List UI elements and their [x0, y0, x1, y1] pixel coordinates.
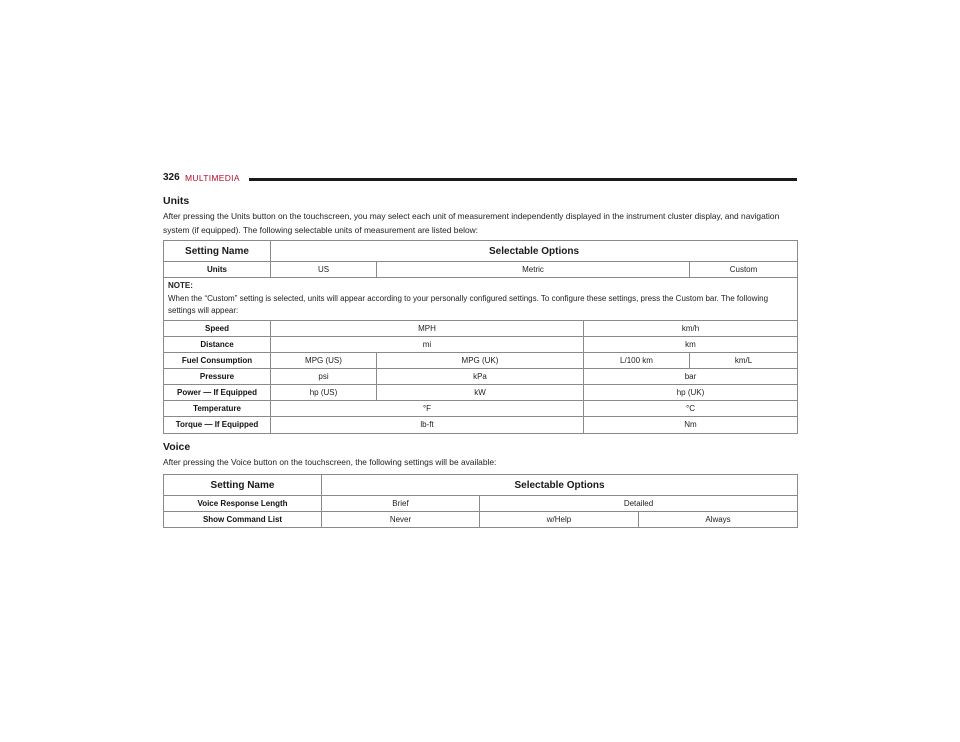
header-rule — [249, 178, 797, 181]
option-cell: km/h — [584, 320, 798, 336]
table-row — [164, 368, 798, 384]
voice-table — [163, 474, 798, 528]
option-cell: Brief — [322, 496, 480, 512]
row-label: Speed — [164, 320, 271, 336]
page-header — [163, 172, 797, 184]
option-cell: Custom — [690, 262, 798, 278]
row-label: Temperature — [164, 400, 271, 416]
note-row — [164, 278, 798, 321]
note-title: NOTE: — [168, 281, 193, 290]
row-label: Voice Response Length — [164, 496, 322, 512]
table-row — [164, 512, 798, 528]
option-cell: °F — [271, 400, 584, 416]
option-cell: Nm — [584, 416, 798, 433]
option-cell: kPa — [377, 368, 584, 384]
section-title: MULTIMEDIA — [185, 173, 240, 183]
row-label: Power — If Equipped — [164, 384, 271, 400]
units-intro: After pressing the Units button on the touchscreen, you may select each unit of measurement independently displayed in the instrument cluster display, and navigation system (if equipped). The following selectable units of measurement are listed below: — [163, 211, 780, 235]
option-cell: lb-ft — [271, 416, 584, 433]
units-table — [163, 240, 798, 434]
row-label: Show Command List — [164, 512, 322, 528]
col-selectable-options: Selectable Options — [322, 475, 798, 496]
option-cell: hp (US) — [271, 384, 377, 400]
option-cell: MPG (US) — [271, 352, 377, 368]
table-row — [164, 496, 798, 512]
table-row — [164, 384, 798, 400]
table-row — [164, 352, 798, 368]
option-cell: Detailed — [480, 496, 798, 512]
option-cell: Never — [322, 512, 480, 528]
option-cell: w/Help — [480, 512, 639, 528]
option-cell: US — [271, 262, 377, 278]
option-cell: hp (UK) — [584, 384, 798, 400]
option-cell: L/100 km — [584, 352, 690, 368]
note-text: When the “Custom” setting is selected, units will appear according to your personally configured settings. To configure these settings, press the Custom bar. The following settings will appear: — [168, 293, 769, 315]
row-label: Torque — If Equipped — [164, 416, 271, 433]
option-cell: MPG (UK) — [377, 352, 584, 368]
table-row — [164, 320, 798, 336]
option-cell: MPH — [271, 320, 584, 336]
option-cell: °C — [584, 400, 798, 416]
option-cell: km — [584, 336, 798, 352]
voice-intro: After pressing the Voice button on the touchscreen, the following settings will be available: — [163, 457, 497, 467]
units-table-header — [164, 241, 798, 262]
table-row — [164, 262, 798, 278]
row-label: Pressure — [164, 368, 271, 384]
option-cell: kW — [377, 384, 584, 400]
voice-table-header — [164, 475, 798, 496]
note-cell — [164, 278, 798, 321]
row-label: Units — [164, 262, 271, 278]
table-row — [164, 416, 798, 433]
table-row — [164, 336, 798, 352]
col-selectable-options: Selectable Options — [271, 241, 798, 262]
option-cell: psi — [271, 368, 377, 384]
row-label: Fuel Consumption — [164, 352, 271, 368]
page-number: 326 — [163, 172, 180, 183]
option-cell: Always — [639, 512, 798, 528]
option-cell: Metric — [377, 262, 690, 278]
option-cell: mi — [271, 336, 584, 352]
option-cell: km/L — [690, 352, 798, 368]
col-setting-name: Setting Name — [164, 475, 322, 496]
col-setting-name: Setting Name — [164, 241, 271, 262]
option-cell: bar — [584, 368, 798, 384]
voice-heading: Voice — [163, 441, 191, 453]
table-row — [164, 400, 798, 416]
units-heading: Units — [163, 195, 190, 207]
row-label: Distance — [164, 336, 271, 352]
